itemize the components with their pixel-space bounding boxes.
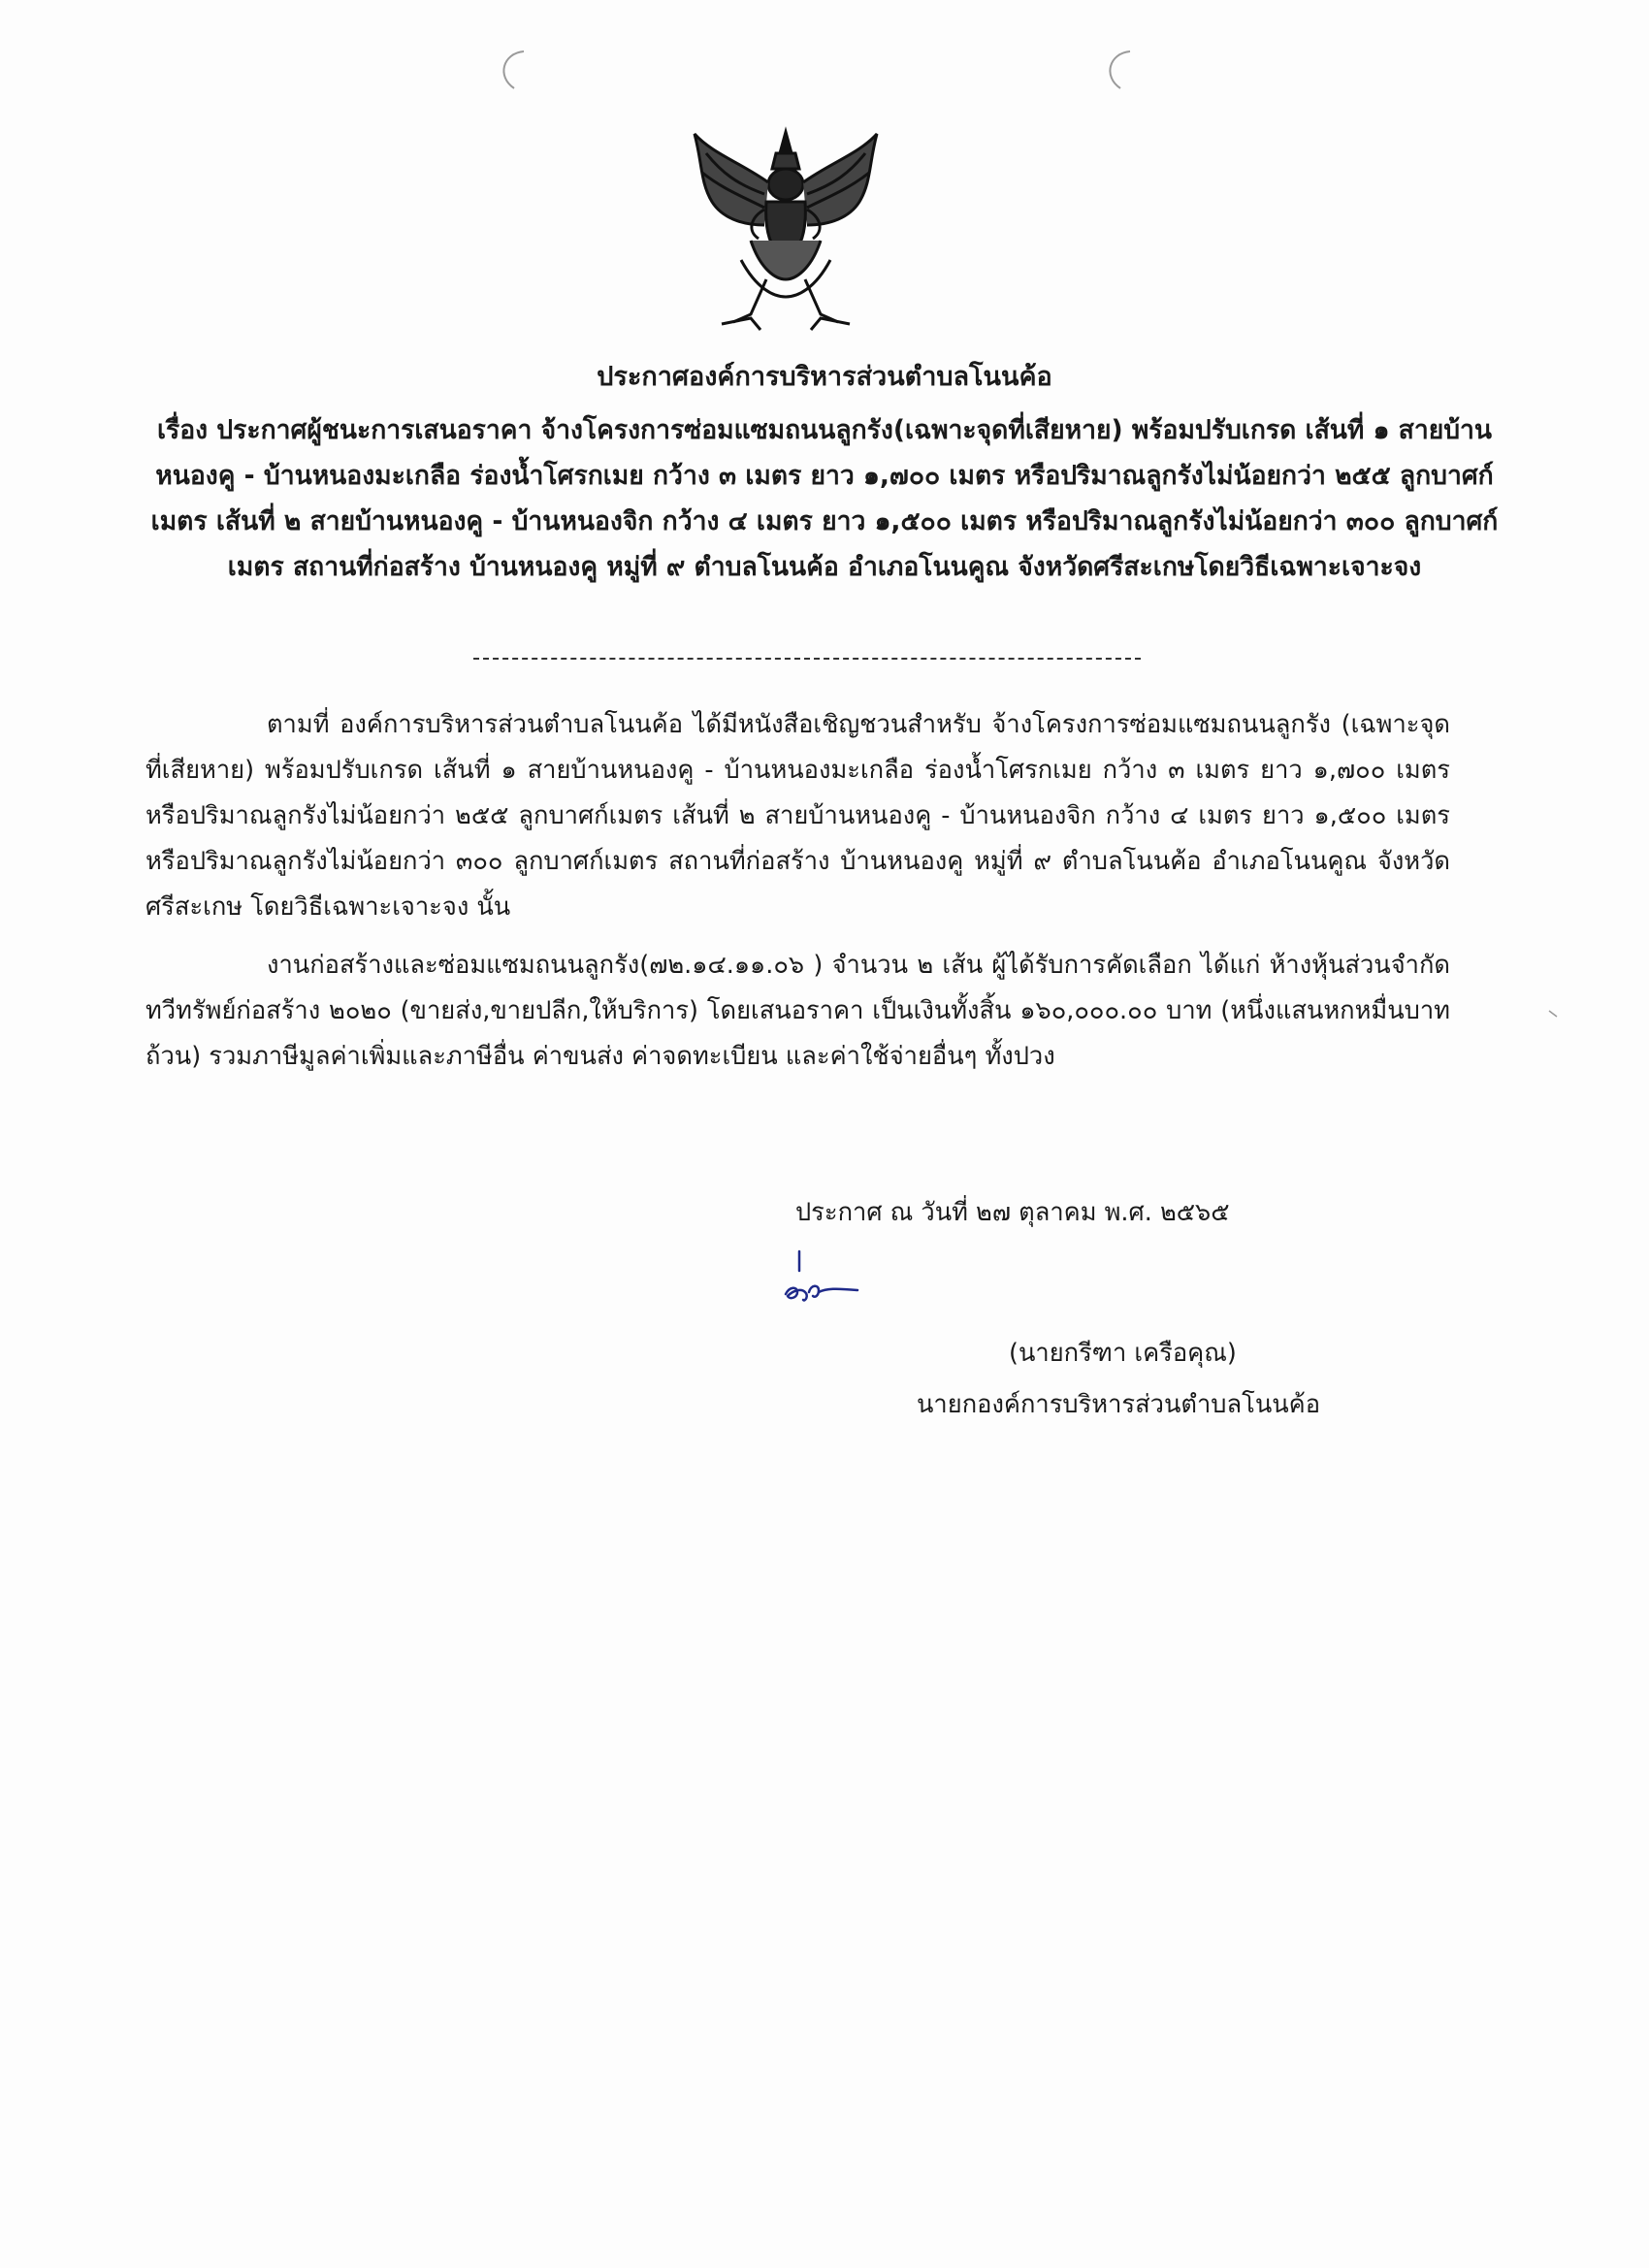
separator-line xyxy=(473,658,1141,660)
signer-title: นายกองค์การบริหารส่วนตำบลโนนค้อ xyxy=(917,1390,1321,1419)
punch-hole-right-icon xyxy=(1091,44,1149,102)
body-paragraph-2: งานก่อสร้างและซ่อมแซมถนนลูกรัง(๗๒.๑๔.๑๑.๐๖ ) จำนวน ๒ เส้น ผู้ได้รับการคัดเลือก ได้แก่ ห้างหุ้นส่วนจำกัด ทวีทรัพย์ก่อสร้าง ๒๐๒๐ (ขายส่ง,ขายปลีก,ให้บริการ) โดยเสนอราคา เป็นเงินทั้งสิ้น ๑๖๐,๐๐๐.๐๐ บาท (หนึ่งแสนหกหมื่นบาทถ้วน) รวมภาษีมูลค่าเพิ่มและภาษีอื่น ค่าขนส่ง ค่าจดทะเบียน และค่าใช้จ่ายอื่นๆ ทั้งปวง xyxy=(146,951,1450,1071)
scan-speck xyxy=(1547,1009,1559,1019)
handwritten-signature xyxy=(776,1249,863,1317)
document-heading: ประกาศองค์การบริหารส่วนตำบลโนนค้อ xyxy=(597,362,1052,392)
punch-hole-left-icon xyxy=(485,44,543,102)
signer-name: (นายกรีฑา เครือคุณ) xyxy=(1009,1339,1237,1368)
document-subject: เรื่อง ประกาศผู้ชนะการเสนอราคา จ้างโครงการซ่อมแซมถนนลูกรัง(เฉพาะจุดที่เสียหาย) พร้อมปรับเกรด เส้นที่ ๑ สายบ้านหนองคู - บ้านหนองมะเกลือ ร่องน้ำโศรกเมย กว้าง ๓ เมตร ยาว ๑,๗๐๐ เมตร หรือปริมาณลูกรังไม่น้อยกว่า ๒๕๕ ลูกบาศก์เมตร เส้นที่ ๒ สายบ้านหนองคู - บ้านหนองจิก กว้าง ๔ เมตร ยาว ๑,๕๐๐ เมตร หรือปริมาณลูกรังไม่น้อยกว่า ๓๐๐ ลูกบาศก์เมตร สถานที่ก่อสร้าง บ้านหนองคู หมู่ที่ ๙ ตำบลโนนค้อ อำเภอโนนคูณ จังหวัดศรีสะเกษโดยวิธีเฉพาะเจาะจง xyxy=(150,415,1499,582)
body-paragraph-1: ตามที่ องค์การบริหารส่วนตำบลโนนค้อ ได้มีหนังสือเชิญชวนสำหรับ จ้างโครงการซ่อมแซมถนนลูกรัง (เฉพาะจุดที่เสียหาย) พร้อมปรับเกรด เส้นที่ ๑ สายบ้านหนองคู - บ้านหนองมะเกลือ ร่องน้ำโศรกเมย กว้าง ๓ เมตร ยาว ๑,๗๐๐ เมตร หรือปริมาณลูกรังไม่น้อยกว่า ๒๕๕ ลูกบาศก์เมตร เส้นที่ ๒ สายบ้านหนองคู - บ้านหนองจิก กว้าง ๔ เมตร ยาว ๑,๕๐๐ เมตร หรือปริมาณลูกรังไม่น้อยกว่า ๓๐๐ ลูกบาศก์เมตร สถานที่ก่อสร้าง บ้านหนองคู หมู่ที่ ๙ ตำบลโนนค้อ อำเภอโนนคูณ จังหวัดศรีสะเกษ โดยวิธีเฉพาะเจาะจง นั้น xyxy=(146,710,1450,922)
garuda-emblem-icon xyxy=(683,124,889,338)
issued-date: ประกาศ ณ วันที่ ๒๗ ตุลาคม พ.ศ. ๒๕๖๕ xyxy=(795,1198,1230,1227)
